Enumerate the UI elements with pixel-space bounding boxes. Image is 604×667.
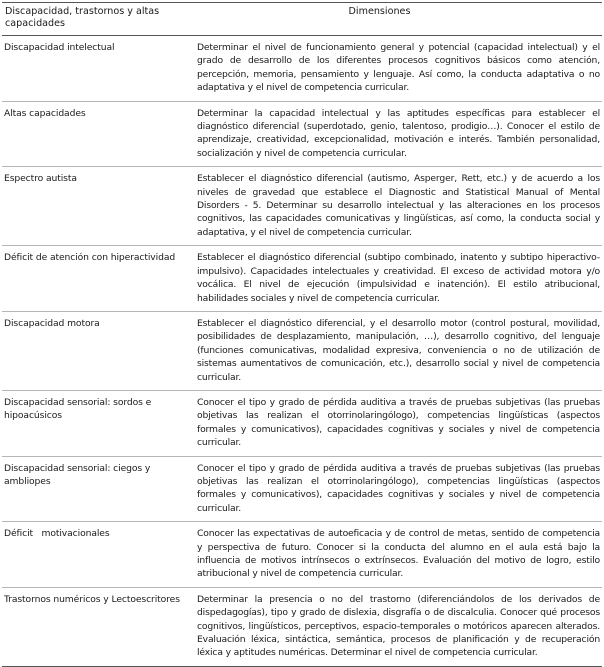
table-row bbox=[2, 390, 602, 456]
header-dimensions: Dimensiones bbox=[194, 3, 602, 36]
assessment-dimensions-table bbox=[2, 2, 602, 667]
table-header bbox=[2, 3, 602, 36]
row-category: Trastornos numéricos y Lectoescritores bbox=[2, 587, 194, 666]
row-category: Déficit de atención con hiperactividad bbox=[2, 246, 194, 312]
table-row bbox=[2, 36, 602, 102]
table-row bbox=[2, 246, 602, 312]
table-header-row bbox=[2, 3, 602, 36]
row-dimensions: Determinar la capacidad intelectual y las aptitudes específicas para establecer el diagnóstico diferencial (superdotado, genio, talentoso, prodigio…). Conocer el estilo de aprendizaje, creatividad, excepcionalidad, motivación e interés. También personalidad, socialización y nivel de competencia curricular. bbox=[194, 101, 602, 167]
row-dimensions: Determinar la presencia o no del trastorno (diferenciándolos de los derivados de dispedagogías), tipo y grado de dislexia, disgrafía o de discalculia. Conocer qué procesos cognitivos, lingüísticos, perceptivos, espacio-temporales o motóricos aparecen alterados. Evaluación léxica, sintáctica, semántica, procesos de planificación y de recuperación léxica y aptitudes numéricas. Determinar el nivel de competencia curricular. bbox=[194, 587, 602, 666]
row-dimensions: Establecer el diagnóstico diferencial (subtipo combinado, inatento y subtipo hiperactivo-impulsivo). Capacidades intelectuales y creatividad. El exceso de actividad motora y/o vocálica. El nivel de ejecución (impulsividad e inatención). El estilo atribucional, habilidades sociales y nivel de competencia curricular. bbox=[194, 246, 602, 312]
table-row bbox=[2, 522, 602, 588]
row-category: Discapacidad motora bbox=[2, 311, 194, 390]
table-row bbox=[2, 587, 602, 666]
row-dimensions: Establecer el diagnóstico diferencial, y el desarrollo motor (control postural, movilidad, posibilidades de desplazamiento, manipulación, …), desarrollo cognitivo, del lenguaje (funciones comunicativas, modalidad expresiva, conveniencia o no de utilización de sistemas aumentativos de comunicación, etc.), desarrollo social y nivel de competencia curricular. bbox=[194, 311, 602, 390]
row-dimensions: Determinar el nivel de funcionamiento general y potencial (capacidad intelectual) y el grado de desarrollo de los diferentes procesos cognitivos básicos como atención, percepción, memoria, pensamiento y lenguaje. Así como, la conducta adaptativa o no adaptativa y el nivel de competencia curricular. bbox=[194, 36, 602, 102]
header-category: Discapacidad, trastornos y altas capacidades bbox=[2, 3, 194, 36]
row-category: Discapacidad sensorial: ciegos y ambliopes bbox=[2, 456, 194, 522]
table-row bbox=[2, 167, 602, 246]
row-category: Déficit motivacionales bbox=[2, 522, 194, 588]
table-row bbox=[2, 456, 602, 522]
row-category: Altas capacidades bbox=[2, 101, 194, 167]
row-dimensions: Establecer el diagnóstico diferencial (autismo, Asperger, Rett, etc.) y de acuerdo a los niveles de gravedad que establece el Diagnostic and Statistical Manual of Mental Disorders - 5. Determinar su desarrollo intelectual y las alteraciones en los procesos cognitivos, las capacidades comunicativas y lingüísticas, así como, la conducta social y adaptativa, y el nivel de competencia curricular. bbox=[194, 167, 602, 246]
row-dimensions: Conocer las expectativas de autoeficacia y de control de metas, sentido de competencia y perspectiva de futuro. Conocer si la conducta del alumno en el aula está bajo la influencia de motivos intrínsecos o extrínsecos. Evaluación del motivo de logro, estilo atribucional y nivel de competencia curricular. bbox=[194, 522, 602, 588]
table-body bbox=[2, 36, 602, 667]
row-category: Espectro autista bbox=[2, 167, 194, 246]
row-category: Discapacidad intelectual bbox=[2, 36, 194, 102]
row-category: Discapacidad sensorial: sordos e hipoacúsicos bbox=[2, 390, 194, 456]
table-row bbox=[2, 101, 602, 167]
table-row bbox=[2, 311, 602, 390]
row-dimensions: Conocer el tipo y grado de pérdida auditiva a través de pruebas subjetivas (las pruebas objetivas las realizan el otorrinolaringólogo), competencias lingüísticas (aspectos formales y comunicativos), capacidades cognitivas y sociales y nivel de competencia curricular. bbox=[194, 456, 602, 522]
row-dimensions: Conocer el tipo y grado de pérdida auditiva a través de pruebas subjetivas (las pruebas objetivas las realizan el otorrinolaringólogo), competencias lingüísticas (aspectos formales y comunicativos), capacidades cognitivas y sociales y nivel de competencia curricular. bbox=[194, 390, 602, 456]
